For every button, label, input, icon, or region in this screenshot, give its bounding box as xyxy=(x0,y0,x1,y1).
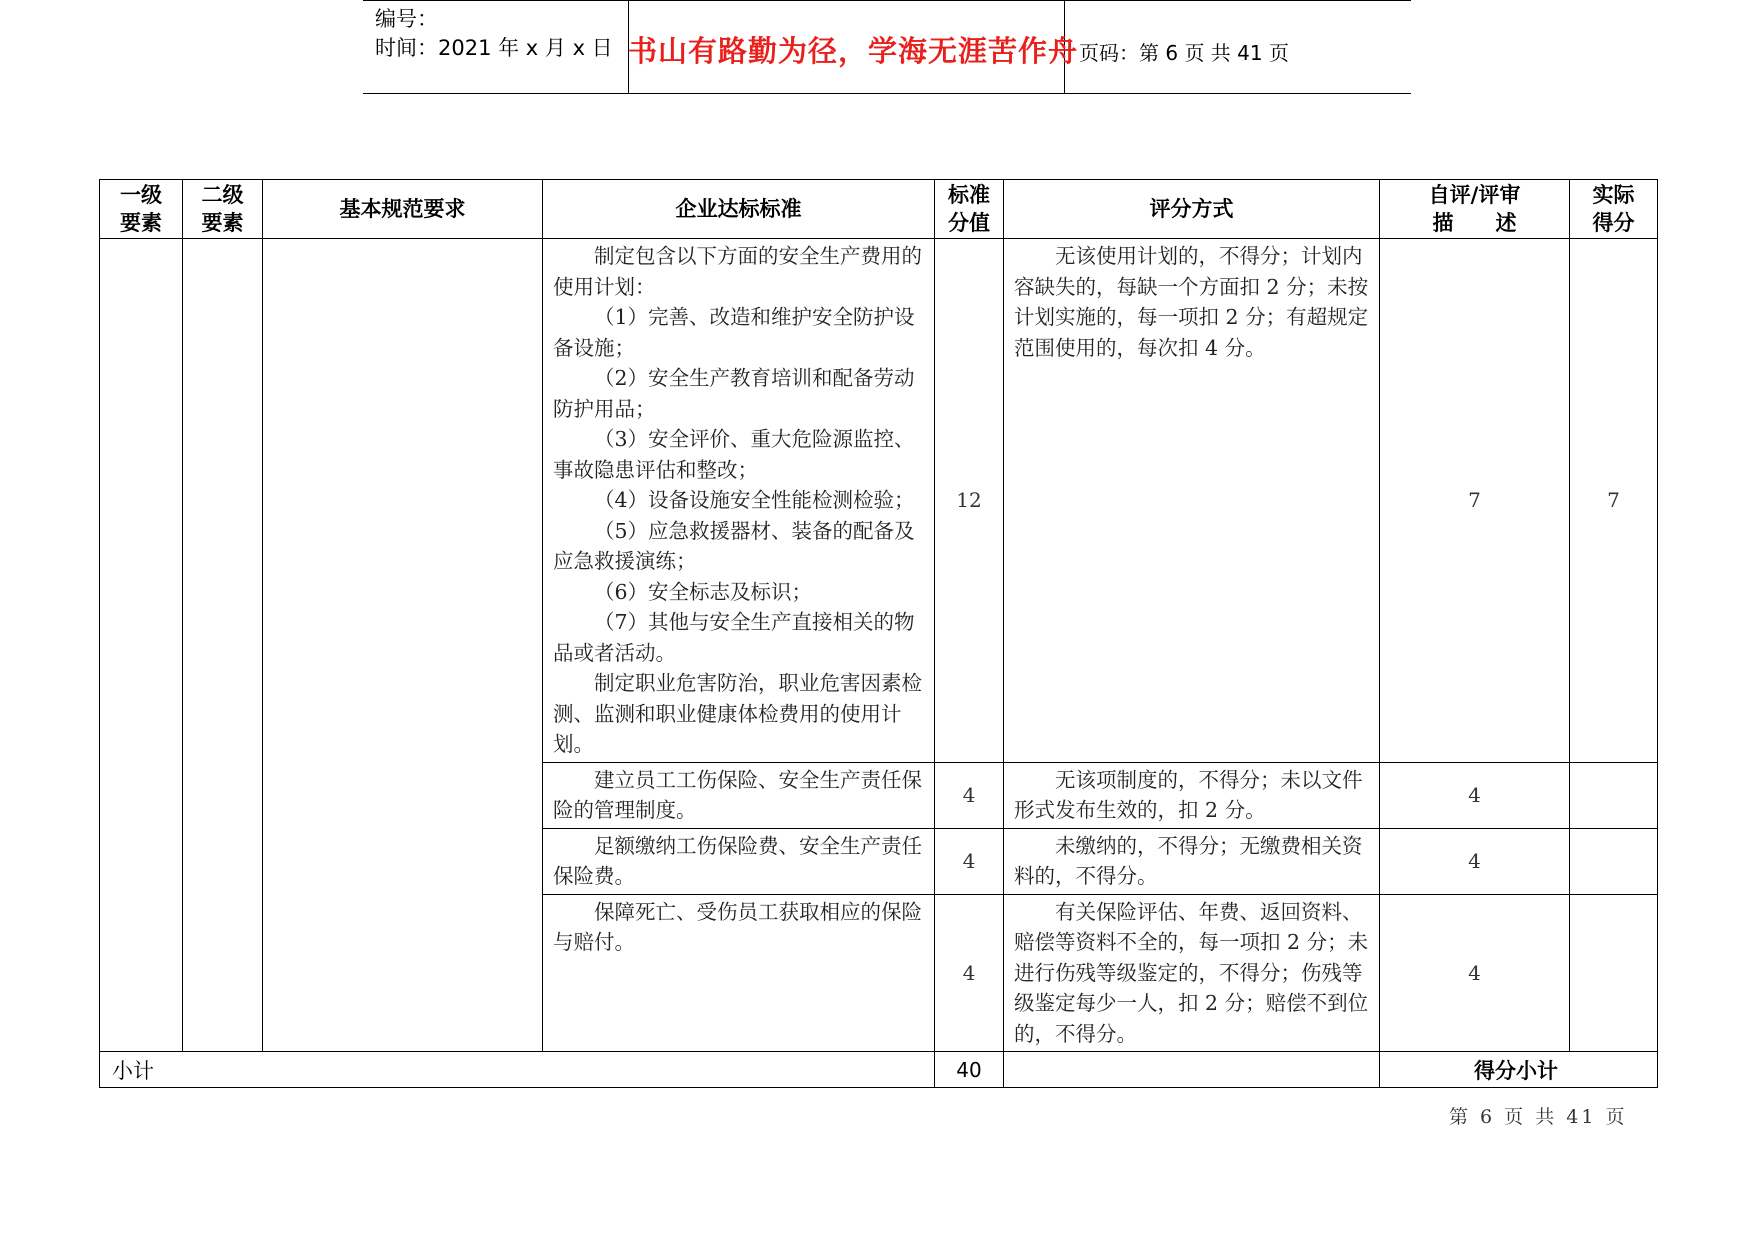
scoring-method-cell: 无该使用计划的，不得分；计划内容缺失的，每缺一个方面扣 2 分；未按计划实施的，每一项扣 2 分；有超规定范围使用的，每次扣 4 分。 xyxy=(1004,239,1380,763)
page-footer: 第 6 页 共 41 页 xyxy=(1449,1106,1628,1128)
standard-item: （3）安全评价、重大危险源监控、事故隐患评估和整改； xyxy=(553,427,915,482)
standard-intro: 制定包含以下方面的安全生产费用的使用计划： xyxy=(553,244,922,299)
subtotal-label: 小计 xyxy=(100,1052,935,1088)
subtotal-empty-cell xyxy=(1004,1052,1380,1088)
standard-score-cell: 12 xyxy=(935,239,1004,763)
level1-element-cell xyxy=(100,239,183,1052)
standard-item: （2）安全生产教育培训和配备劳动防护用品； xyxy=(553,366,915,421)
standard-score-cell: 4 xyxy=(935,762,1004,828)
self-evaluation-cell: 4 xyxy=(1380,894,1570,1052)
header-motto-cell xyxy=(628,1,1079,93)
actual-score-cell xyxy=(1570,762,1658,828)
table-header-row xyxy=(100,180,1658,239)
col-header-enterprise-standard: 企业达标标准 xyxy=(543,180,935,239)
standard-item: （7）其他与安全生产直接相关的物品或者活动。 xyxy=(553,610,915,665)
actual-score-cell: 7 xyxy=(1570,239,1658,763)
document-number-label: 编号： xyxy=(375,7,438,31)
scoring-method-cell: 无该项制度的，不得分；未以文件形式发布生效的，扣 2 分。 xyxy=(1004,762,1380,828)
document-time-label: 时间：2021 年 x 月 x 日 xyxy=(375,36,613,60)
header-page-info: 页码：第 6 页 共 41 页 xyxy=(1079,41,1289,65)
header-motto: 书山有路勤为径，学海无涯苦作舟 xyxy=(628,34,1079,68)
subtotal-value: 40 xyxy=(935,1052,1004,1088)
scoring-method-cell: 有关保险评估、年费、返回资料、赔偿等资料不全的，每一项扣 2 分；未进行伤残等级鉴定的，不得分；伤残等级鉴定每少一人，扣 2 分；赔偿不到位的，不得分。 xyxy=(1004,894,1380,1052)
subtotal-row xyxy=(100,1052,1658,1088)
standard-item: （1）完善、改造和维护安全防护设备设施； xyxy=(553,305,915,360)
actual-score-cell xyxy=(1570,828,1658,894)
col-header-standard-score: 标准 分值 xyxy=(935,180,1004,239)
standard-score-cell: 4 xyxy=(935,828,1004,894)
col-header-self-evaluation: 自评/评审 描 述 xyxy=(1380,180,1570,239)
page-header xyxy=(363,0,1411,94)
col-header-level1: 一级 要素 xyxy=(100,180,183,239)
standard-score-cell: 4 xyxy=(935,894,1004,1052)
standard-item: （6）安全标志及标识； xyxy=(594,579,813,604)
scoring-method-cell: 未缴纳的，不得分；无缴费相关资料的，不得分。 xyxy=(1004,828,1380,894)
self-evaluation-cell: 4 xyxy=(1380,828,1570,894)
col-header-actual-score: 实际 得分 xyxy=(1570,180,1658,239)
level2-element-cell xyxy=(183,239,263,1052)
basic-requirement-cell xyxy=(263,239,543,1052)
enterprise-standard-cell xyxy=(543,239,935,763)
col-header-level2: 二级 要素 xyxy=(183,180,263,239)
self-evaluation-cell: 4 xyxy=(1380,762,1570,828)
standard-item: （4）设备设施安全性能检测检验； xyxy=(594,488,915,512)
col-header-basic-requirements: 基本规范要求 xyxy=(263,180,543,239)
table-row xyxy=(100,239,1658,763)
assessment-table xyxy=(99,179,1658,1088)
actual-score-cell xyxy=(1570,894,1658,1052)
standard-item: （5）应急救援器材、装备的配备及应急救援演练； xyxy=(553,518,915,573)
enterprise-standard-cell: 建立员工工伤保险、安全生产责任保险的管理制度。 xyxy=(543,762,935,828)
self-evaluation-cell: 7 xyxy=(1380,239,1570,763)
header-meta xyxy=(375,1,629,93)
enterprise-standard-cell: 足额缴纳工伤保险费、安全生产责任保险费。 xyxy=(543,828,935,894)
score-subtotal-label: 得分小计 xyxy=(1380,1052,1658,1088)
standard-item: 制定职业危害防治，职业危害因素检测、监测和职业健康体检费用的使用计划。 xyxy=(553,671,922,756)
enterprise-standard-cell: 保障死亡、受伤员工获取相应的保险与赔付。 xyxy=(543,894,935,1052)
col-header-scoring-method: 评分方式 xyxy=(1004,180,1380,239)
